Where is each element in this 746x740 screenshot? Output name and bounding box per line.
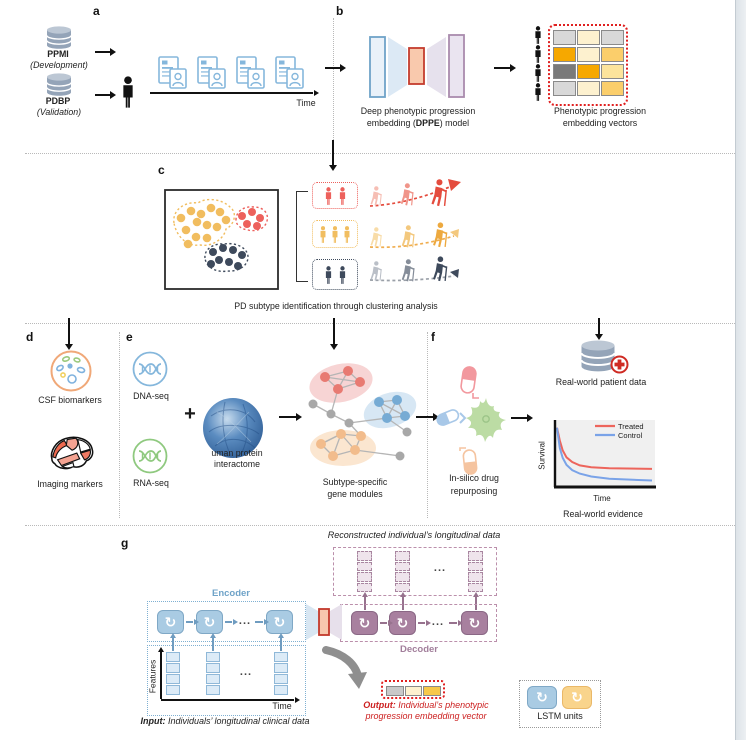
vector-cell — [577, 47, 600, 62]
arrow-decoder-step — [418, 622, 425, 624]
divider-bottom — [25, 525, 735, 526]
vector-cell — [206, 663, 220, 673]
realworld-data-label: Real-world patient data — [555, 377, 647, 387]
person-icon — [532, 45, 544, 63]
panel-b-label: b — [336, 4, 344, 18]
vector-cell — [577, 64, 600, 79]
legend-control-label: Control — [618, 431, 643, 440]
person-icon — [318, 226, 328, 243]
input-caption: Input: Individuals’ longitudinal clinical data — [140, 716, 310, 726]
legend-treated-label: Treated — [618, 422, 644, 431]
person-icon — [337, 266, 348, 284]
arrow-a-to-b — [325, 67, 340, 69]
arrow-to-f — [598, 318, 600, 334]
reconstructed-vector — [357, 551, 372, 593]
timeline-arrow — [150, 92, 313, 94]
brain-imaging-icon — [48, 433, 96, 475]
vector-cell — [274, 663, 288, 673]
ppmi-database-icon — [45, 26, 73, 50]
vector-cell — [357, 572, 372, 582]
medical-cross-icon — [610, 355, 629, 374]
arrow-to-output — [322, 646, 368, 690]
arrow-b-to-c — [332, 140, 334, 165]
panel-f-label: f — [431, 330, 435, 344]
arrow-pdbp-right — [95, 94, 110, 96]
vector-cell — [553, 30, 576, 45]
input-vector — [166, 652, 180, 696]
cluster-scatter-plot — [164, 189, 279, 290]
page-edge-strip — [735, 0, 746, 740]
output-caption-line1: Output: Individual’s phenotypic — [363, 700, 489, 710]
vector-cell — [395, 551, 410, 561]
bottleneck-embedding — [306, 602, 342, 642]
panel-c-label: c — [158, 163, 165, 177]
arrow-interactome-to-modules — [279, 416, 296, 418]
vector-cell — [601, 64, 624, 79]
arrow-encoder-step — [255, 621, 263, 623]
vector-cell — [274, 674, 288, 684]
arrow-ppmi-right — [95, 51, 110, 53]
vector-cell — [206, 652, 220, 662]
vector-cell — [468, 551, 483, 561]
arrow-to-e — [333, 318, 335, 344]
person-icon — [532, 64, 544, 82]
subtype3-progression-icons — [366, 253, 462, 288]
person-icon — [532, 26, 544, 44]
panel-a-label: a — [93, 4, 100, 18]
features-axis-arrow — [160, 652, 162, 699]
visit-record-icon — [275, 56, 305, 89]
decoder-lstm-cell: ↻ — [461, 611, 488, 635]
vectors-caption-line1: Phenotypic progression — [554, 106, 646, 116]
vector-cell — [601, 47, 624, 62]
divider-middle — [25, 323, 735, 324]
reconstructed-vector — [468, 551, 483, 593]
rna-seq-icon — [132, 438, 168, 474]
input-time-label: Time — [272, 701, 292, 711]
panel-g-label: g — [121, 536, 129, 550]
gene-modules-label-line2: gene modules — [327, 489, 383, 499]
person-icon — [342, 226, 352, 243]
arrow-encoder-step — [186, 621, 193, 623]
interactome-label-line2: interactome — [214, 459, 260, 469]
arrow-to-d — [68, 318, 70, 344]
divider-d-e — [119, 332, 120, 518]
vector-cell — [553, 81, 576, 96]
timeline-time-label: Time — [296, 98, 316, 108]
visit-record-icon — [158, 56, 188, 89]
vector-cell — [601, 81, 624, 96]
neuron-target-icon — [460, 394, 512, 446]
lstm-unit-blue: ↻ — [527, 686, 557, 709]
vector-cell — [386, 686, 404, 696]
output-vector-box — [381, 680, 445, 699]
arrow-input-to-encoder — [172, 638, 174, 651]
vectors-caption-line2: embedding vectors — [562, 118, 638, 128]
vector-cell — [357, 583, 372, 593]
vector-cell — [395, 562, 410, 572]
embedding-vectors-box — [548, 24, 628, 106]
vector-cell — [468, 572, 483, 582]
vector-cell — [577, 30, 600, 45]
vector-cell — [357, 551, 372, 561]
rna-seq-label: RNA-seq — [133, 478, 169, 488]
dppe-caption-line2: embedding (DPPE) model — [366, 118, 470, 128]
pdbp-label: PDBP — [45, 96, 71, 106]
dna-seq-label: DNA-seq — [133, 391, 169, 401]
plus-sign: + — [184, 403, 196, 425]
input-vector — [274, 652, 288, 696]
arrow-decoder-step — [449, 622, 457, 624]
reconstructed-caption: Reconstructed individual’s longitudinal data — [327, 530, 501, 540]
arrow-model-to-vectors — [494, 67, 510, 69]
survival-chart — [551, 420, 656, 492]
vector-cell — [405, 686, 423, 696]
decoder-label: Decoder — [399, 644, 438, 655]
decoder-lstm-cell: ↻ — [351, 611, 378, 635]
subtype2-people-box — [312, 220, 358, 248]
panel-d-label: d — [26, 330, 34, 344]
dppe-caption-line1: Deep phenotypic progression — [360, 106, 476, 116]
input-vector — [206, 652, 220, 696]
vector-cell — [395, 583, 410, 593]
encoder-label: Encoder — [211, 588, 250, 599]
vector-cell — [577, 81, 600, 96]
gene-modules-network — [303, 360, 421, 474]
encoder-lstm-cell: ↻ — [196, 610, 223, 634]
encoder-lstm-cell: ↻ — [157, 610, 184, 634]
arrow-modules-to-f — [416, 416, 433, 418]
features-axis-label: Features — [147, 659, 158, 694]
panel-e-label: e — [126, 330, 133, 344]
arrow-input-to-encoder — [280, 638, 282, 651]
ellipsis: ... — [238, 615, 252, 627]
vector-cell — [166, 685, 180, 695]
vector-cell — [206, 685, 220, 695]
arrow-input-to-encoder — [212, 638, 214, 651]
vector-cell — [553, 64, 576, 79]
lstm-unit-yellow: ↻ — [562, 686, 592, 709]
ellipsis: ... — [431, 616, 445, 628]
pdbp-database-icon — [45, 73, 73, 97]
person-icon — [532, 83, 544, 101]
insilico-label-line2: repurposing — [450, 486, 498, 496]
vector-cell — [166, 663, 180, 673]
vector-cell — [468, 583, 483, 593]
subtype2-progression-icons — [366, 219, 462, 254]
arrow-decoder-step — [380, 622, 387, 624]
vector-cell — [274, 685, 288, 695]
arrow-encoder-step — [225, 621, 232, 623]
dna-seq-icon — [132, 351, 168, 387]
time-axis-label: Time — [593, 494, 611, 503]
patient-person-icon — [120, 76, 136, 108]
imaging-markers-label: Imaging markers — [37, 479, 103, 489]
subtype1-progression-icons — [366, 173, 462, 215]
person-icon — [323, 266, 334, 284]
subtype1-people-box — [312, 182, 358, 209]
divider-e-f — [427, 332, 428, 518]
ellipsis: ... — [433, 562, 447, 574]
vector-cell — [553, 47, 576, 62]
arrow-to-survival-chart — [511, 417, 527, 419]
vector-cell — [601, 30, 624, 45]
vector-cell — [166, 652, 180, 662]
vector-cell — [423, 686, 441, 696]
subtype-bracket — [296, 191, 308, 282]
lstm-units-label: LSTM units — [537, 711, 583, 721]
vector-cell — [274, 652, 288, 662]
ppmi-label: PPMI — [47, 49, 69, 59]
decoder-lstm-cell: ↻ — [389, 611, 416, 635]
vector-cell — [166, 674, 180, 684]
interactome-label-line1: uman protein — [211, 448, 263, 458]
visit-record-icon — [197, 56, 227, 89]
pill-icon-orange — [457, 443, 481, 477]
csf-biomarkers-icon — [49, 349, 93, 393]
vector-cell — [468, 562, 483, 572]
ppmi-sublabel: (Development) — [30, 60, 88, 70]
output-caption-line2: progression embedding vector — [365, 711, 487, 721]
survival-axis-label: Survival — [537, 441, 547, 470]
realworld-evidence-label: Real-world evidence — [563, 509, 643, 519]
dppe-autoencoder-diagram — [368, 33, 466, 99]
person-icon — [323, 187, 334, 205]
reconstructed-vector — [395, 551, 410, 593]
encoder-lstm-cell: ↻ — [266, 610, 293, 634]
ellipsis: ... — [239, 666, 253, 678]
subtype3-people-box — [312, 259, 358, 290]
vector-cell — [395, 572, 410, 582]
pdbp-sublabel: (Validation) — [36, 107, 82, 117]
divider-a-b — [333, 18, 334, 150]
vector-cell — [357, 562, 372, 572]
person-icon — [337, 187, 348, 205]
csf-biomarkers-label: CSF biomarkers — [38, 395, 102, 405]
insilico-label-line1: In-silico drug — [449, 473, 499, 483]
person-icon — [330, 226, 340, 243]
gene-modules-label-line1: Subtype-specific — [322, 477, 388, 487]
visit-record-icon — [236, 56, 266, 89]
divider-top — [25, 153, 735, 154]
panel-c-caption: PD subtype identification through clustering analysis — [234, 301, 438, 311]
vector-cell — [206, 674, 220, 684]
